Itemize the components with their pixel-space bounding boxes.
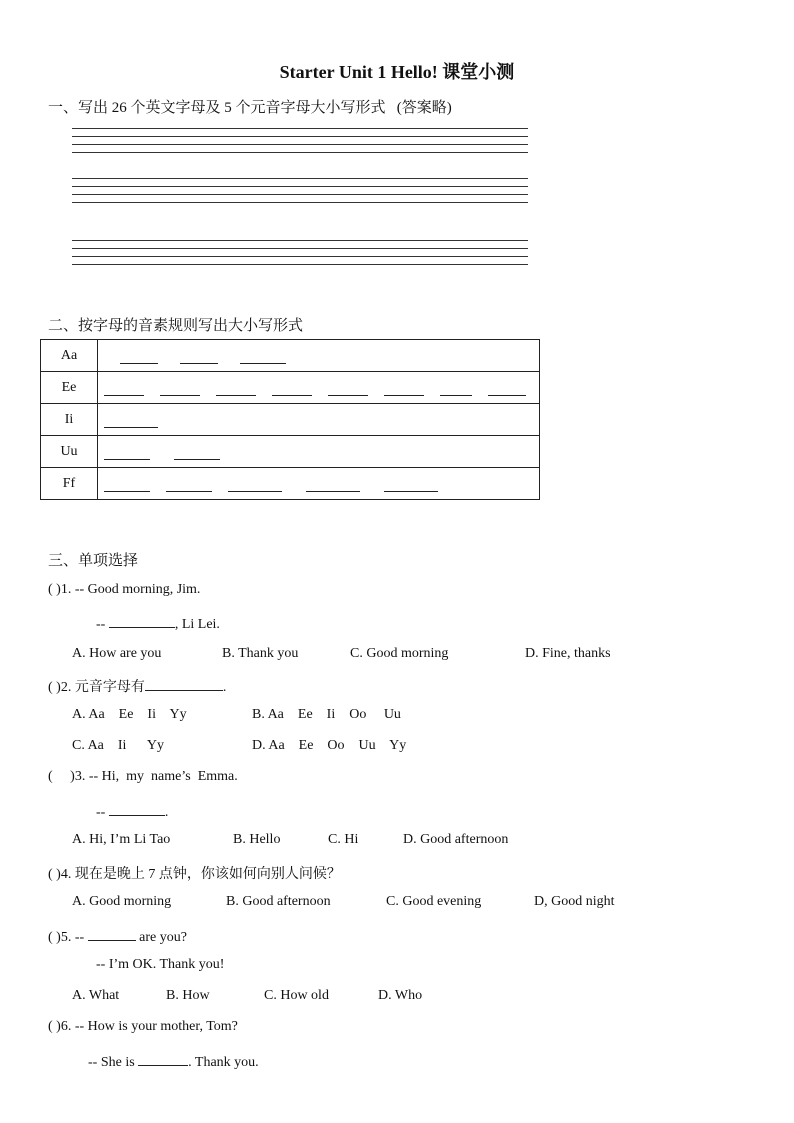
option-a[interactable]: A. What [72, 988, 120, 1003]
answer-bracket[interactable]: ( )6. [48, 1019, 72, 1034]
question-3 [48, 769, 238, 785]
answer-blank[interactable] [104, 443, 150, 460]
answer-blank[interactable] [88, 926, 136, 941]
answer-blank[interactable] [384, 379, 424, 396]
answer-blank[interactable] [228, 475, 282, 492]
answer-blank[interactable] [174, 443, 220, 460]
answer-blank[interactable] [306, 475, 360, 492]
option-b[interactable]: B. Aa Ee Ii Oo Uu [252, 707, 401, 722]
writing-lines-2[interactable] [72, 178, 528, 210]
answer-bracket[interactable]: ( )2. [48, 680, 72, 695]
answer-bracket[interactable]: ( )5. [48, 930, 72, 945]
answer-blank[interactable] [104, 411, 158, 428]
letter-cell: Ee [41, 372, 98, 404]
answer-blank[interactable] [440, 379, 472, 396]
answer-blank[interactable] [216, 379, 256, 396]
option-c[interactable]: C. Good evening [386, 894, 482, 909]
answer-blank[interactable] [488, 379, 526, 396]
option-b[interactable]: B. Thank you [222, 646, 299, 661]
table-row [41, 436, 540, 468]
table-row [41, 404, 540, 436]
section1-heading: 一、写出 26 个英文字母及 5 个元音字母大小写形式 (答案略) [48, 100, 452, 116]
answer-cell [98, 340, 540, 372]
letter-cell: Ii [41, 404, 98, 436]
answer-blank[interactable] [240, 347, 286, 364]
letter-table [40, 339, 540, 500]
question-5: ( )5. -- are you? [48, 926, 187, 946]
letter-cell: Uu [41, 436, 98, 468]
answer-blank[interactable] [138, 1051, 188, 1066]
option-a[interactable]: A. Good morning [72, 894, 172, 909]
page-title: Starter Unit 1 Hello! 课堂小测 [279, 62, 515, 82]
option-d[interactable]: D. Fine, thanks [525, 646, 611, 661]
option-b[interactable]: B. How [166, 988, 210, 1003]
answer-bracket[interactable]: ( )1. [48, 582, 72, 597]
option-c[interactable]: C. How old [264, 988, 329, 1003]
option-a[interactable]: A. How are you [72, 646, 162, 661]
question-prompt: -- Hi, my name’s Emma. [88, 769, 238, 784]
answer-bracket[interactable]: ( )4. [48, 867, 72, 882]
question-6-reply: -- She is . Thank you. [88, 1051, 259, 1071]
answer-blank[interactable] [272, 379, 312, 396]
table-row [41, 468, 540, 500]
letter-cell: Ff [41, 468, 98, 500]
answer-cell [98, 436, 540, 468]
question-prompt: 元音字母有 [74, 680, 145, 695]
question-prompt: 现在是晚上 7 点钟，你该如何向别人问候？ [74, 867, 341, 882]
option-d[interactable]: D. Good afternoon [403, 832, 509, 847]
answer-blank[interactable] [109, 801, 165, 816]
answer-blank[interactable] [166, 475, 212, 492]
option-a[interactable]: A. Aa Ee Ii Yy [72, 707, 187, 722]
answer-blank[interactable] [180, 347, 218, 364]
question-1-reply: -- , Li Lei. [96, 613, 220, 633]
table-row [41, 340, 540, 372]
section3-heading: 三、单项选择 [48, 553, 139, 569]
answer-cell [98, 372, 540, 404]
option-b[interactable]: B. Good afternoon [226, 894, 331, 909]
answer-blank[interactable] [160, 379, 200, 396]
answer-cell [98, 404, 540, 436]
writing-lines-1[interactable] [72, 128, 528, 160]
option-c[interactable]: C. Hi [328, 832, 359, 847]
table-row [41, 372, 540, 404]
letter-cell: Aa [41, 340, 98, 372]
question-prompt: -- How is your mother, Tom? [74, 1019, 238, 1034]
answer-bracket[interactable]: ( )3. [48, 769, 86, 784]
question-6 [48, 1019, 238, 1035]
question-prompt: -- Good morning, Jim. [74, 582, 201, 597]
answer-blank[interactable] [120, 347, 158, 364]
option-d[interactable]: D. Who [378, 988, 423, 1003]
answer-blank[interactable] [384, 475, 438, 492]
section2-heading: 二、按字母的音素规则写出大小写形式 [48, 318, 304, 334]
option-c[interactable]: C. Aa Ii Yy [72, 738, 165, 753]
answer-blank[interactable] [104, 379, 144, 396]
option-b[interactable]: B. Hello [233, 832, 281, 847]
answer-cell [98, 468, 540, 500]
option-a[interactable]: A. Hi, I’m Li Tao [72, 832, 171, 847]
option-c[interactable]: C. Good morning [350, 646, 449, 661]
answer-blank[interactable] [145, 676, 223, 691]
question-2: ( )2. 元音字母有 . [48, 676, 226, 696]
question-5-reply: -- I’m OK. Thank you! [96, 957, 225, 972]
question-3-reply: -- . [96, 801, 168, 821]
section1-note: (答案略) [396, 100, 452, 116]
answer-blank[interactable] [328, 379, 368, 396]
option-d[interactable]: D, Good night [534, 894, 615, 909]
option-d[interactable]: D. Aa Ee Oo Uu Yy [252, 738, 407, 753]
writing-lines-3[interactable] [72, 240, 528, 272]
question-1 [48, 582, 200, 598]
answer-blank[interactable] [104, 475, 150, 492]
question-4 [48, 863, 341, 883]
answer-blank[interactable] [109, 613, 175, 628]
